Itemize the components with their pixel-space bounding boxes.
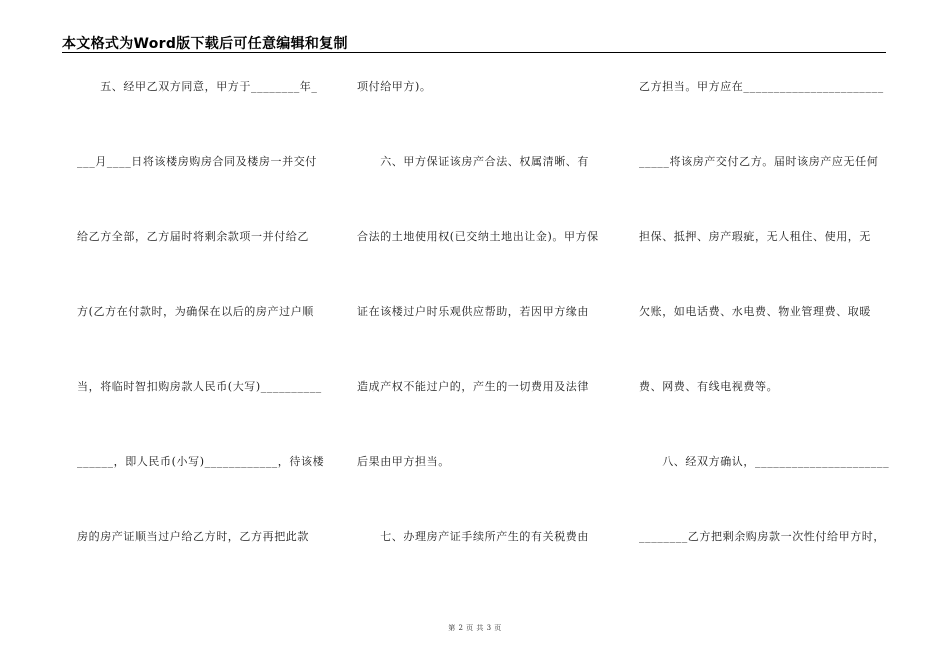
text-line: 方(乙方在付款时，为确保在以后的房产过户顺 <box>77 305 314 318</box>
text-line: ___月____日将该楼房购房合同及楼房一并交付 <box>77 155 317 168</box>
text-line: 乙方担当。甲方应在_______________________ <box>639 80 884 93</box>
text-line: 合法的土地使用权(已交纳土地出让金)。甲方保 <box>357 230 599 243</box>
text-line: 造成产权不能过户的，产生的一切费用及法律 <box>357 380 589 393</box>
text-line: _____将该房产交付乙方。届时该房产应无任何 <box>639 155 879 168</box>
text-line: 费、网费、有线电视费等。 <box>639 380 779 393</box>
text-line: 担保、抵押、房产瑕疵，无人租住、使用，无 <box>639 230 871 243</box>
text-column-left <box>77 0 327 600</box>
text-line: 证在该楼过户时乐观供应帮助，若因甲方缘由 <box>357 305 589 318</box>
text-line: 给乙方全部，乙方届时将剩余款项一并付给乙 <box>77 230 309 243</box>
text-line: 房的房产证顺当过户给乙方时，乙方再把此款 <box>77 530 309 543</box>
text-line: ________乙方把剩余购房款一次性付给甲方时， <box>639 530 885 543</box>
text-line: 六、甲方保证该房产合法、权属清晰、有 <box>357 155 589 168</box>
text-line: 当，将临时智扣购房款人民币(大写)__________ <box>77 380 322 393</box>
text-column-right <box>639 0 889 600</box>
document-header-title: 本文格式为Word版下载后可任意编辑和复制 <box>62 36 348 52</box>
page-number-footer: 第 2 页 共 3 页 <box>448 624 502 632</box>
text-line: 七、办理房产证手续所产生的有关税费由 <box>357 530 589 543</box>
text-line: 欠账，如电话费、水电费、物业管理费、取暖 <box>639 305 871 318</box>
text-line: 八、经双方确认，______________________ <box>639 455 890 468</box>
text-line: 后果由甲方担当。 <box>357 455 450 468</box>
text-line: 五、经甲乙双方同意，甲方于________年_ <box>77 80 318 93</box>
text-column-middle <box>357 0 607 600</box>
text-line: ______，即人民币(小写)____________，待该楼 <box>77 455 325 468</box>
text-line: 项付给甲方)。 <box>357 80 432 93</box>
